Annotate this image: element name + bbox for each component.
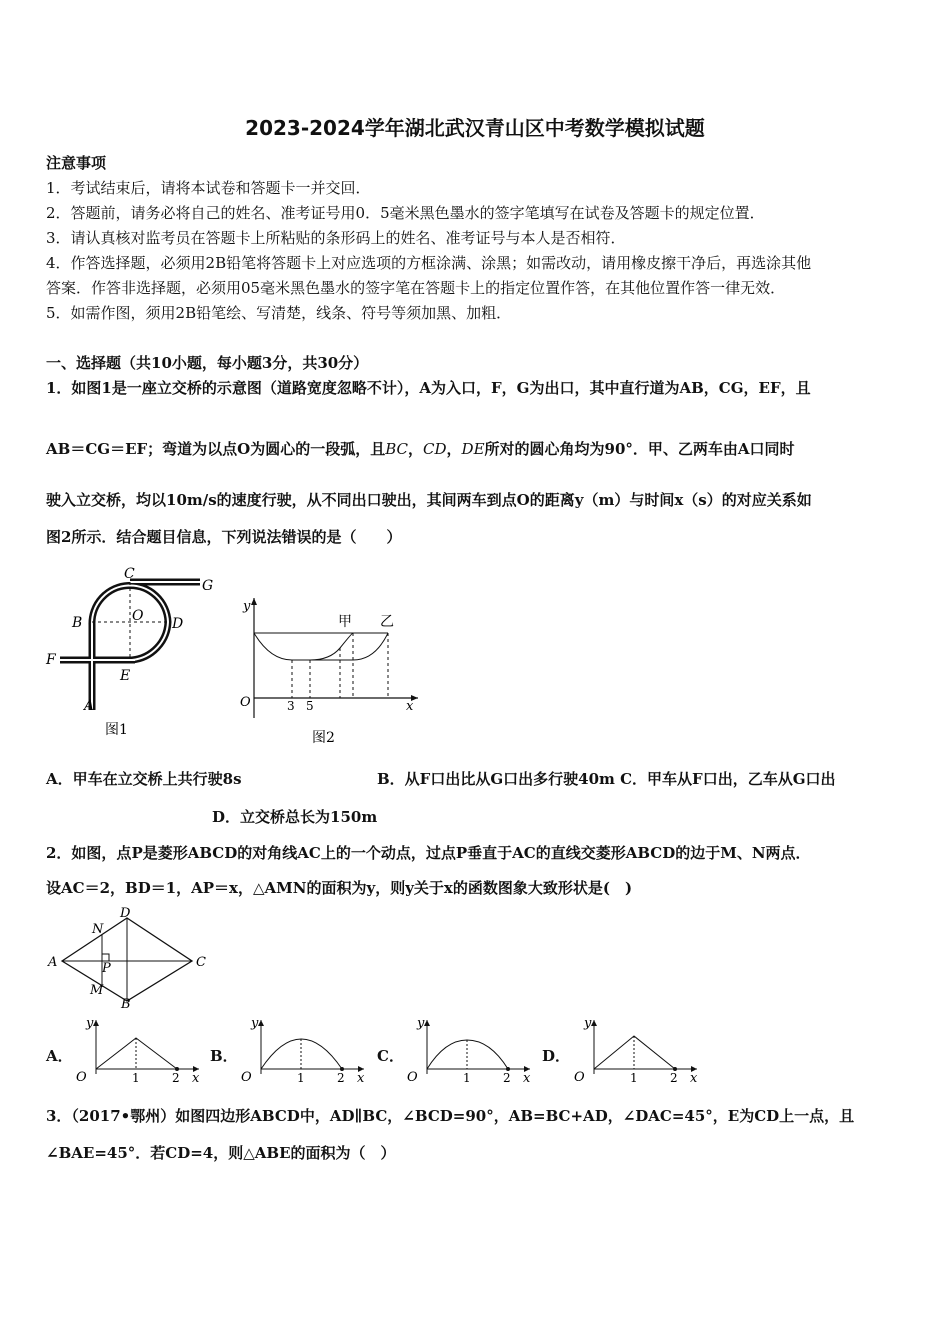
label-n: N	[92, 922, 104, 937]
q1-line3: 驶入立交桥，均以10m/s的速度行驶，从不同出口驶出，其间两车到点O的距离y（m）与时间x（s）的对应关系如	[46, 491, 812, 509]
svg-text:x: x	[523, 1071, 531, 1086]
label-f: F	[46, 652, 56, 668]
q2-line2: 设AC＝2，BD＝1，AP＝x，△AMN的面积为y，则y关于x的函数图象大致形状是( )	[46, 879, 633, 897]
q1-line2a: AB＝CG＝EF；弯道为以点O为圆心的一段弧，且	[46, 440, 386, 458]
right-angle-mark	[102, 954, 109, 961]
label-d: D	[120, 906, 131, 921]
tick-label: 3	[287, 699, 295, 713]
label-p: P	[102, 961, 111, 976]
svg-text:1: 1	[132, 1071, 140, 1085]
section-heading: 一、选择题（共10小题，每小题3分，共30分）	[46, 354, 369, 372]
label-m: M	[90, 983, 104, 998]
notice-item: 3．请认真核对监考员在答题卡上所粘贴的条形码上的姓名、准考证号与本人是否相符．	[46, 229, 626, 247]
svg-text:y: y	[584, 1016, 592, 1031]
label-a: A	[48, 955, 58, 970]
svg-text:O: O	[407, 1070, 418, 1085]
q2-option-b: B．	[210, 1047, 238, 1065]
notice-item: 1．考试结束后，请将本试卷和答题卡一并交回．	[46, 179, 371, 197]
q2-option-c: C．	[377, 1047, 404, 1065]
jia-curve	[254, 633, 353, 660]
svg-text:1: 1	[463, 1071, 471, 1085]
label-b: B	[72, 615, 83, 631]
q1-option-a: A．甲车在立交桥上共行驶8s	[46, 770, 242, 788]
q1-line1: 1．如图1是一座立交桥的示意图（道路宽度忽略不计），A为入口，F，G为出口，其中直行道为AB，CG，EF，且	[46, 379, 811, 397]
notice-item: 答案．作答非选择题，必须用05毫米黑色墨水的签字笔在答题卡上的指定位置作答，在其他位置作答一律无效．	[46, 279, 786, 297]
origin-label: O	[240, 695, 251, 710]
notice-item: 2．答题前，请务必将自己的姓名、准考证号用0．5毫米黑色墨水的签字笔填写在试卷及答题卡的规定位置．	[46, 204, 765, 222]
fig2-caption: 图2	[312, 730, 335, 746]
separator: ，	[408, 440, 424, 458]
label-a: A	[84, 698, 95, 714]
notice-item: 5．如需作图，须用2B铅笔绘、写清楚，线条、符号等须加黑、加粗．	[46, 304, 512, 322]
q1-line4: 图2所示．结合题目信息，下列说法错误的是（ ）	[46, 528, 402, 546]
q1-option-d: D．立交桥总长为150m	[212, 808, 378, 826]
svg-text:y: y	[251, 1016, 259, 1031]
label-e: E	[120, 668, 131, 684]
notice-heading: 注意事项	[46, 154, 107, 172]
axis-label-x: x	[406, 699, 414, 714]
option-b-graph	[239, 1014, 369, 1086]
option-c-graph	[405, 1014, 535, 1086]
q1-option-bc: B．从F口出比从G口出多行驶40m C．甲车从F口出，乙车从G口出	[377, 770, 836, 788]
svg-text:x: x	[690, 1071, 698, 1086]
rhombus-figure	[40, 905, 220, 1010]
svg-text:y: y	[417, 1016, 425, 1031]
tick-label: 5	[306, 699, 314, 713]
svg-text:O: O	[76, 1070, 87, 1085]
svg-text:2: 2	[670, 1071, 678, 1085]
figure-1-interchange	[40, 560, 230, 750]
label-g: G	[202, 578, 214, 594]
svg-text:1: 1	[297, 1071, 305, 1085]
label-c: C	[124, 566, 135, 582]
label-d: D	[172, 616, 184, 632]
separator: ，	[446, 440, 462, 458]
figure-2-graph	[230, 590, 430, 750]
notice-item: 4．作答选择题，必须用2B铅笔将答题卡上对应选项的方框涂满、涂黑；如需改动，请用橡皮擦干净后，再选涂其他	[46, 254, 812, 272]
label-b: B	[121, 997, 131, 1010]
q1-line2	[46, 438, 795, 459]
svg-text:1: 1	[630, 1071, 638, 1085]
svg-text:2: 2	[172, 1071, 180, 1085]
label-c: C	[196, 955, 206, 970]
option-d-graph	[572, 1014, 702, 1086]
q2-option-d: D．	[542, 1047, 571, 1065]
arc-de: DE	[461, 440, 485, 458]
label-jia: 甲	[338, 614, 352, 630]
svg-text:2: 2	[337, 1071, 345, 1085]
q1-line2b: 所对的圆心角均为90°．甲、乙两车由A口同时	[484, 440, 795, 458]
svg-text:O: O	[241, 1070, 252, 1085]
svg-text:O: O	[574, 1070, 585, 1085]
q3-line1: 3．（2017•鄂州）如图四边形ABCD中，AD∥BC，∠BCD=90°，AB=BC+AD，∠DAC=45°，E为CD上一点，且	[46, 1107, 855, 1125]
svg-text:y: y	[86, 1016, 94, 1031]
axis-label-y: y	[243, 599, 251, 614]
q2-line1: 2．如图，点P是菱形ABCD的对角线AC上的一个动点，过点P垂直于AC的直线交菱形ABCD的边于M、N两点．	[46, 844, 811, 862]
option-a-graph	[74, 1014, 204, 1086]
exam-title: 2023-2024学年湖北武汉青山区中考数学模拟试题	[245, 116, 705, 140]
q2-option-a: A．	[46, 1047, 73, 1065]
fig1-caption: 图1	[105, 722, 128, 738]
svg-text:x: x	[192, 1071, 200, 1086]
arc-bc: BC	[385, 440, 408, 458]
svg-text:x: x	[357, 1071, 365, 1086]
label-yi: 乙	[380, 614, 394, 630]
label-o: O	[132, 608, 144, 624]
arc-cd: CD	[423, 440, 447, 458]
q3-line2: ∠BAE=45°．若CD=4，则△ABE的面积为（ ）	[46, 1144, 396, 1162]
svg-text:2: 2	[503, 1071, 511, 1085]
